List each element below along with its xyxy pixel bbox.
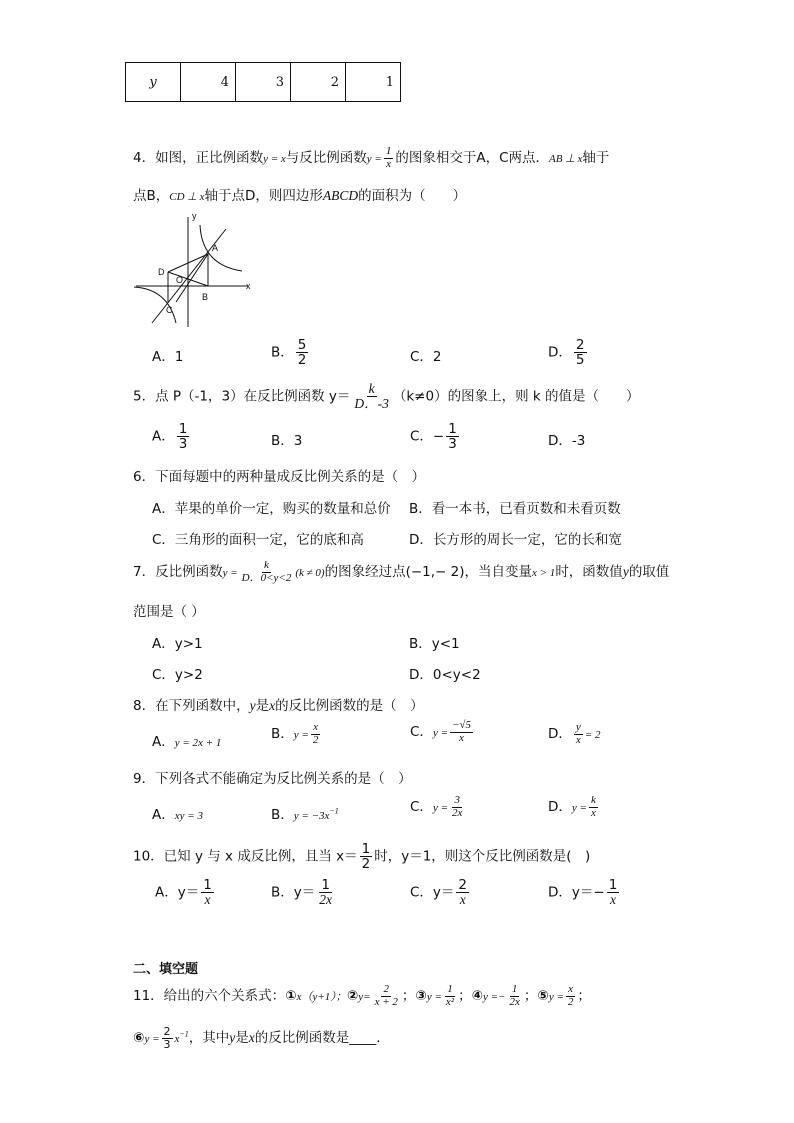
q4-text: 轴于 [582, 150, 610, 167]
fraction-numerator: 1 [448, 421, 457, 437]
q7-text: ，当自变量 [464, 564, 532, 581]
q5-option-a[interactable] [152, 422, 191, 451]
q4-option-b-fraction [296, 338, 309, 367]
q11-item-marker: ③ [415, 988, 427, 1005]
q6-option-b[interactable]: B．看一本书，已看页数和未看页数 [409, 501, 621, 517]
q11-variable-y: y [229, 1030, 236, 1046]
q11-expr-5-lhs: y = [548, 991, 564, 1004]
origin-label: O [176, 275, 184, 285]
fraction-denominator: 3 [178, 436, 188, 453]
fraction-denominator: 3 [448, 436, 457, 453]
fraction-denominator: 2x [319, 892, 333, 908]
q5-option-c[interactable] [410, 422, 461, 451]
option-prefix: C．y＝ [410, 884, 455, 901]
q6-stem: 6．下面每题中的两种量成反比例关系的是（ ） [133, 469, 426, 485]
fraction-numerator: 2 [163, 1025, 171, 1038]
q7-inequality: x > 1 [532, 567, 556, 580]
q10-option-b-fraction [317, 878, 334, 907]
q4-text: 点B， [133, 188, 170, 204]
value-table [125, 62, 401, 102]
q7-condition: (k ≠ 0) [295, 567, 325, 580]
q7-stem-line2: 范围是（ ） [133, 604, 205, 620]
q11-separator: ； [523, 988, 538, 1005]
fraction-numerator: 2 [575, 337, 585, 353]
q4-option-d-fraction [574, 338, 587, 367]
q5-stem [133, 382, 639, 411]
fraction-denominator: 2 [567, 995, 574, 1008]
fraction-numerator: 1 [447, 983, 453, 995]
option-prefix: D． [548, 344, 572, 361]
fraction-numerator: −√5 [452, 719, 471, 731]
fraction-denominator: D．-3 [354, 396, 389, 412]
q11-text: 的反比例函数是 [254, 1030, 350, 1047]
q4-eq2-lhs: y = [366, 153, 382, 166]
q10-fraction [360, 842, 373, 871]
q11-stem-line1 [133, 984, 591, 1008]
q11-item-marker: ④ [471, 988, 483, 1005]
q9-option-d[interactable] [548, 795, 600, 819]
q7-fraction [240, 560, 294, 584]
q8-option-c-fraction [450, 720, 473, 744]
q11-expr-2-fraction [373, 984, 400, 1008]
fraction-numerator: x [568, 983, 574, 995]
fraction-denominator: x [590, 806, 596, 819]
q11-expr-3-lhs: y = [426, 991, 442, 1004]
q9-option-b-expr: y = −3x [293, 810, 330, 822]
q11-expr-6-exponent: −1 [179, 1029, 189, 1039]
hyperbola-branch-upper [200, 225, 242, 271]
q6-option-c[interactable]: C．三角形的面积一定，它的底和高 [152, 532, 364, 548]
q5-option-b[interactable]: B．3 [271, 433, 303, 449]
fraction-denominator: 2 [361, 856, 371, 873]
q6-option-a[interactable]: A．苹果的单价一定，购买的数量和总价 [152, 501, 391, 517]
option-prefix: B． [271, 344, 294, 361]
q11-text: . [376, 1030, 381, 1047]
q7-text: 的图象经过点 [324, 564, 406, 581]
q8-option-d-rhs: = 2 [584, 729, 601, 742]
fraction-denominator: 2 [297, 352, 307, 369]
q5-option-c-fraction [446, 422, 459, 451]
q9-option-c-fraction [450, 795, 464, 819]
q4-stem-line2 [133, 184, 466, 204]
q9-option-b-exponent: −1 [329, 806, 339, 816]
option-prefix: A． [152, 807, 175, 823]
q7-option-d[interactable]: D．0<y<2 [409, 667, 481, 683]
fraction-numerator: 1 [361, 841, 371, 857]
fraction-numerator: 1 [608, 877, 618, 893]
option-prefix: B． [271, 726, 294, 743]
fraction-denominator: x [204, 892, 211, 908]
x-axis-label: x [246, 281, 251, 291]
option-prefix: B． [271, 807, 294, 823]
q11-text: 是 [235, 1030, 249, 1047]
q4-text: 的图象相交于A，C两点． [395, 150, 550, 167]
fraction-numerator: x [313, 721, 319, 733]
table-cell: 3 [236, 63, 291, 102]
fraction-denominator: x² [445, 995, 455, 1008]
q9-option-d-lhs: y = [571, 802, 587, 815]
q8-option-d[interactable] [548, 722, 600, 746]
q4-quad-name: ABCD [322, 188, 359, 203]
fraction-denominator: x [459, 731, 464, 744]
q8-stem [133, 694, 424, 714]
q9-option-a[interactable] [152, 803, 203, 823]
q4-option-d[interactable] [548, 338, 589, 367]
q4-text: 与反比例函数 [285, 150, 367, 167]
q7-option-a[interactable]: A．y>1 [152, 636, 203, 652]
q11-expr-6-fraction [162, 1026, 173, 1050]
q11-separator: ； [577, 988, 591, 1005]
q8-option-c-lhs: y = [432, 727, 448, 740]
option-prefix: A．y＝ [155, 884, 200, 901]
option-prefix: C． [410, 799, 433, 816]
q11-text: ，其中 [188, 1030, 230, 1047]
q4-option-b[interactable] [271, 338, 310, 367]
q5-text: （k≠0）的图象上，则 k 的值是（ ） [392, 388, 640, 405]
fraction-numerator: y [575, 721, 581, 733]
q5-option-a-fraction [177, 422, 190, 451]
table-row [126, 63, 401, 102]
q8-text: 8．在下列函数中， [133, 698, 250, 714]
q7-text: 时，函数值 [555, 564, 623, 581]
y-axis-label: y [192, 211, 197, 221]
q10-text: 时，y＝1，则这个反比例函数是( ) [374, 848, 591, 865]
q4-perp2: CD ⊥ x [169, 191, 205, 203]
option-prefix: D． [548, 726, 572, 743]
q6-option-d[interactable]: D．长方形的周长一定，它的长和宽 [409, 532, 622, 548]
q4-option-c[interactable]: C．2 [410, 349, 442, 365]
q10-option-d-fraction [607, 878, 620, 907]
q10-option-a-fraction [201, 878, 214, 907]
q4-text: 的面积为（ ） [358, 188, 467, 204]
fraction-numerator: 2 [458, 877, 468, 893]
q7-text: 7．反比例函数 [133, 564, 223, 581]
table-cell: 4 [181, 63, 236, 102]
q5-option-d[interactable]: D．-3 [548, 433, 586, 449]
q11-expr-1: x（y+1）； [296, 991, 347, 1004]
q7-text: 的取值 [628, 564, 670, 581]
option-prefix: D． [548, 799, 572, 816]
fraction-denominator: x [610, 892, 616, 908]
q11-variable-x: x [248, 1030, 255, 1046]
q4-text: 如图，正比例函数 [155, 150, 264, 167]
q7-variable: y [622, 564, 629, 580]
q7-option-b[interactable]: B．y<1 [409, 636, 460, 652]
q5-fraction [352, 382, 391, 411]
q11-expr-4-lhs: y =− [483, 991, 506, 1004]
fraction-denominator: x [386, 157, 392, 170]
q11-expr-2-lhs: y= [358, 991, 371, 1004]
q8-text: 是 [255, 698, 270, 714]
q11-item-marker: ⑤ [537, 988, 549, 1005]
fraction-numerator: 1 [203, 877, 212, 893]
q9-option-c-lhs: y = [432, 802, 448, 815]
fraction-numerator: k [264, 559, 269, 571]
q11-item-marker: ⑥ [133, 1030, 145, 1047]
fraction-denominator: x + 2 [374, 995, 398, 1008]
q7-lhs: y = [222, 567, 238, 580]
option-prefix: B．y＝ [271, 884, 316, 901]
fraction-numerator: k [368, 381, 375, 396]
q11-expr-4-fraction [507, 984, 521, 1008]
q10-option-c-fraction [456, 878, 469, 907]
q11-answer-blank[interactable]: ____ [349, 1030, 377, 1047]
q8-option-b-fraction [311, 722, 321, 746]
q10-stem [133, 842, 590, 871]
fraction-numerator: 1 [321, 877, 330, 893]
fraction-denominator: 2x [509, 995, 520, 1008]
q8-variable-y: y [249, 698, 256, 713]
q7-stem-line1 [133, 560, 669, 584]
q11-expr-5-fraction [566, 984, 576, 1008]
table-cell: 2 [291, 63, 346, 102]
fraction-denominator: x [459, 892, 466, 908]
q4-eq2-fraction [384, 146, 394, 170]
option-prefix: A． [152, 734, 175, 750]
q11-expr-6-tail: x [174, 1033, 180, 1046]
table-cell: 1 [346, 63, 401, 102]
fraction-numerator: 3 [454, 794, 460, 806]
option-prefix: A． [152, 428, 175, 445]
fraction-denominator: 3 [163, 1037, 171, 1051]
q7-point: (−1,− 2) [405, 564, 465, 581]
q4-option-a[interactable]: A．1 [152, 349, 184, 365]
q11-text: 11．给出的六个关系式： [133, 988, 286, 1005]
q4-stem-line1 [133, 146, 609, 170]
q11-separator: ； [401, 988, 416, 1005]
fraction-numerator: 5 [297, 337, 307, 353]
q4-eq1: y = x [263, 153, 286, 166]
q8-option-b-lhs: y = [293, 729, 309, 742]
q8-option-a-expr: y = 2x + 1 [174, 737, 222, 749]
option-prefix: C． [410, 724, 433, 741]
fraction-denominator: x [575, 733, 581, 746]
q11-item-marker: ① [285, 988, 297, 1005]
table-row-label: y [126, 63, 181, 102]
fraction-denominator: 2 [312, 733, 319, 746]
fraction-numerator: 1 [385, 145, 392, 157]
q10-option-c[interactable] [410, 878, 471, 907]
q8-text: 的反比例函数的是（ ） [275, 698, 424, 714]
q11-stem-line2 [133, 1026, 381, 1050]
point-c-label: C [166, 305, 173, 315]
fraction-numerator: 2 [383, 983, 389, 995]
q4-number: 4． [133, 150, 156, 167]
q5-text: 5．点 P（-1，3）在反比例函数 y＝ [133, 388, 351, 405]
fraction-numerator: k [590, 794, 596, 806]
q9-option-c[interactable] [410, 795, 466, 819]
section-title: 二、填空题 [133, 962, 199, 977]
q10-option-b[interactable] [271, 878, 336, 907]
fraction-denominator: D．0<y<2 [241, 571, 292, 584]
q4-graph-figure [130, 205, 260, 330]
q4-text: 轴于点D，则四边形 [204, 188, 323, 204]
q9-stem: 9．下列各式不能确定为反比例关系的是（ ） [133, 771, 412, 787]
q9-option-b[interactable] [271, 803, 339, 823]
option-prefix: C．− [410, 428, 445, 445]
q11-item-marker: ② [346, 988, 359, 1005]
fraction-denominator: 2x [452, 806, 463, 819]
point-d-label: D [158, 267, 165, 277]
q8-option-c[interactable] [410, 720, 475, 744]
q8-option-b[interactable] [271, 722, 322, 746]
fraction-numerator: 1 [511, 983, 518, 995]
q9-option-d-fraction [589, 795, 598, 819]
point-b-label: B [202, 292, 209, 302]
q10-option-a[interactable] [155, 878, 216, 907]
q4-perp1: AB ⊥ x [549, 153, 583, 166]
q7-option-c[interactable]: C．y>2 [152, 667, 203, 683]
q11-expr-6-lhs: y = [144, 1033, 160, 1046]
q11-separator: ； [458, 988, 472, 1005]
q8-variable-x: x [269, 698, 276, 713]
point-a-label: A [212, 243, 219, 253]
fraction-numerator: 1 [178, 421, 188, 437]
q9-option-a-expr: xy = 3 [174, 810, 203, 822]
option-prefix: D．y＝− [548, 884, 605, 901]
q10-text: 10．已知 y 与 x 成反比例，且当 x＝ [133, 848, 358, 865]
fraction-denominator: 5 [575, 352, 585, 369]
q8-option-a[interactable] [152, 730, 221, 750]
q10-option-d[interactable] [548, 878, 621, 907]
q8-option-d-fraction [574, 722, 583, 746]
q11-expr-3-fraction [444, 984, 456, 1008]
